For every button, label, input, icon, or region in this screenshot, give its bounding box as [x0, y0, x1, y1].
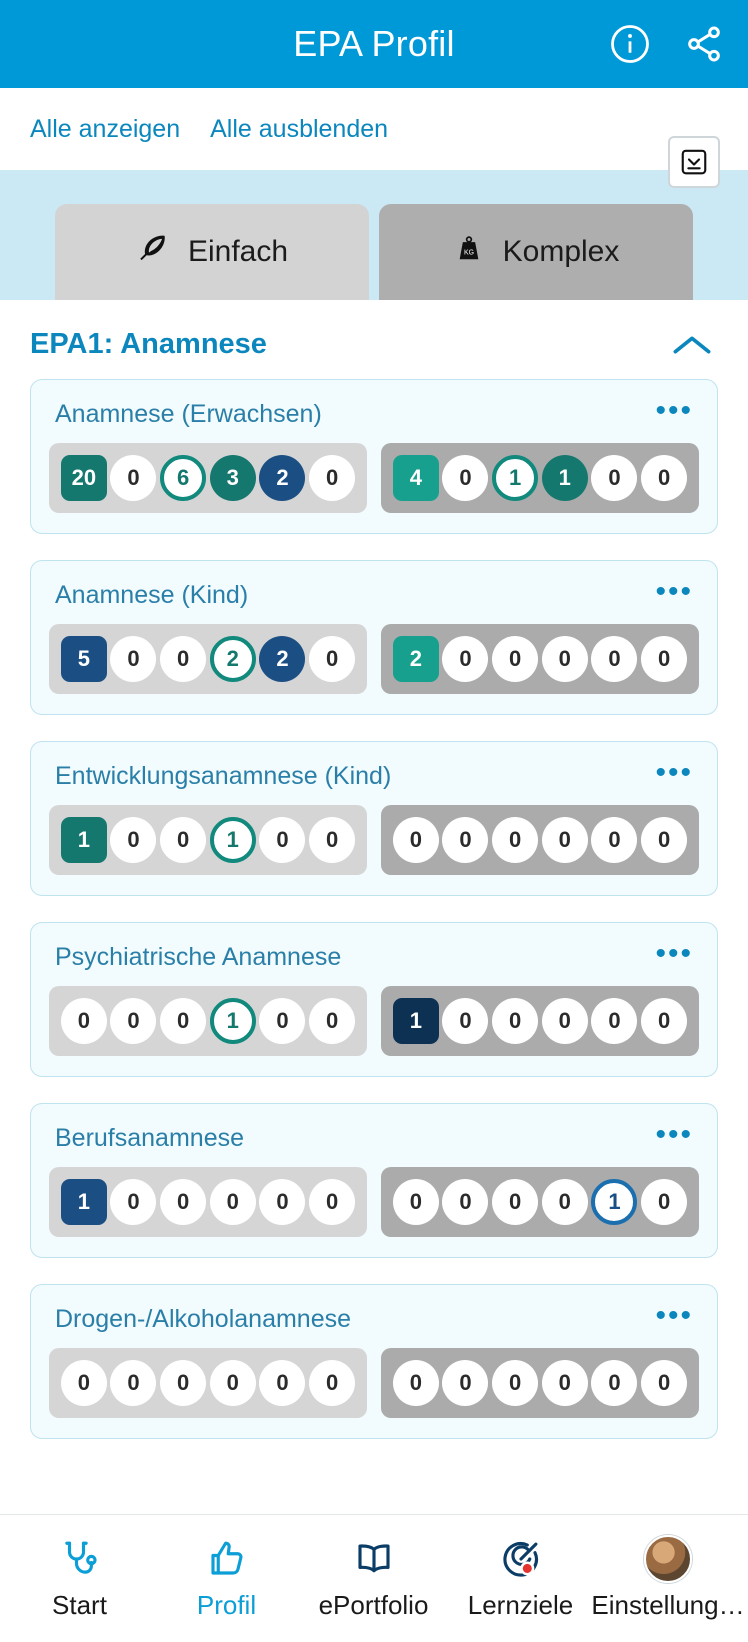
counter-pill[interactable]: 0 — [110, 455, 156, 501]
epa-card-header — [49, 1301, 699, 1348]
counter-pill[interactable]: 0 — [309, 998, 355, 1044]
counter-pill[interactable]: 0 — [259, 817, 305, 863]
counter-group-left — [49, 1348, 367, 1418]
counter-pill[interactable]: 0 — [442, 1179, 488, 1225]
segmented-control — [55, 170, 693, 300]
counter-pill[interactable]: 0 — [160, 636, 206, 682]
counter-pill[interactable]: 0 — [160, 817, 206, 863]
target-icon — [500, 1536, 542, 1582]
epa-card[interactable] — [30, 922, 718, 1077]
show-all-link[interactable]: Alle anzeigen — [30, 114, 181, 143]
epa-card[interactable] — [30, 1103, 718, 1258]
epa-card-counters — [49, 986, 699, 1056]
counter-pill[interactable]: 0 — [309, 1360, 355, 1406]
list-toolbar — [0, 88, 748, 170]
epa-card[interactable] — [30, 1284, 718, 1439]
counter-pill[interactable]: 0 — [542, 1179, 588, 1225]
counter-pill[interactable]: 1 — [210, 817, 256, 863]
counter-pill[interactable]: 1 — [492, 455, 538, 501]
counter-pill[interactable]: 0 — [542, 636, 588, 682]
epa-card[interactable] — [30, 741, 718, 896]
epa-card-menu-icon[interactable]: ••• — [655, 1118, 693, 1151]
epa-card[interactable] — [30, 560, 718, 715]
counter-group-left — [49, 986, 367, 1056]
tab-komplex-label: Komplex — [502, 235, 620, 268]
epa-card-header — [49, 939, 699, 986]
counter-pill[interactable]: 0 — [110, 1360, 156, 1406]
nav-item-lernziele[interactable] — [447, 1536, 594, 1621]
epa-card-title: Anamnese (Kind) — [55, 581, 249, 609]
counter-pill[interactable]: 2 — [259, 455, 305, 501]
share-icon[interactable] — [682, 22, 726, 66]
nav-item-einstellungen[interactable] — [591, 1536, 745, 1621]
counter-pill[interactable]: 0 — [442, 1360, 488, 1406]
epa-card-header — [49, 1120, 699, 1167]
counter-pill[interactable]: 0 — [61, 998, 107, 1044]
counter-group-right — [381, 805, 699, 875]
counter-pill[interactable]: 0 — [442, 817, 488, 863]
hide-all-link[interactable]: Alle ausblenden — [210, 114, 389, 143]
counter-pill[interactable]: 0 — [492, 817, 538, 863]
counter-pill[interactable]: 1 — [542, 455, 588, 501]
counter-pill[interactable]: 1 — [61, 1179, 107, 1225]
counter-pill[interactable]: 4 — [393, 455, 439, 501]
nav-label-einstellungen: Einstellung… — [591, 1590, 745, 1620]
epa-card-counters — [49, 1167, 699, 1237]
weight-kg-icon — [453, 232, 485, 272]
chevron-up-icon[interactable] — [672, 332, 712, 358]
counter-pill[interactable]: 1 — [210, 998, 256, 1044]
collapse-box-icon[interactable] — [668, 136, 720, 188]
counter-group-left — [49, 443, 367, 513]
epa-card-list — [0, 379, 748, 1439]
header-actions — [608, 0, 726, 88]
counter-pill[interactable]: 0 — [591, 455, 637, 501]
book-icon — [352, 1536, 396, 1582]
counter-pill[interactable]: 0 — [591, 998, 637, 1044]
counter-pill[interactable]: 0 — [542, 1360, 588, 1406]
epa-card-menu-icon[interactable]: ••• — [655, 394, 693, 427]
nav-item-eportfolio[interactable] — [300, 1536, 447, 1621]
counter-pill[interactable]: 0 — [110, 817, 156, 863]
section-header-epa1[interactable] — [0, 300, 748, 379]
counter-pill[interactable]: 0 — [309, 817, 355, 863]
epa-card-title: Entwicklungsanamnese (Kind) — [55, 762, 392, 790]
segment-zone — [0, 170, 748, 300]
counter-pill[interactable]: 0 — [309, 636, 355, 682]
epa-card-title: Berufsanamnese — [55, 1124, 245, 1152]
counter-pill[interactable]: 1 — [591, 1179, 637, 1225]
counter-pill[interactable]: 2 — [393, 636, 439, 682]
counter-group-left — [49, 805, 367, 875]
counter-pill[interactable]: 0 — [61, 1360, 107, 1406]
counter-pill[interactable]: 0 — [210, 1179, 256, 1225]
epa-card-counters — [49, 443, 699, 513]
counter-pill[interactable]: 0 — [259, 998, 305, 1044]
epa-card-header — [49, 396, 699, 443]
counter-pill[interactable]: 0 — [641, 636, 687, 682]
counter-pill[interactable]: 1 — [61, 817, 107, 863]
stethoscope-icon — [59, 1536, 101, 1582]
tab-einfach[interactable] — [55, 204, 369, 300]
counter-pill[interactable]: 5 — [61, 636, 107, 682]
counter-pill[interactable]: 0 — [442, 636, 488, 682]
tab-einfach-label: Einfach — [187, 235, 289, 268]
counter-pill[interactable]: 0 — [110, 1179, 156, 1225]
counter-pill[interactable]: 0 — [641, 998, 687, 1044]
counter-group-right — [381, 1348, 699, 1418]
counter-pill[interactable]: 2 — [259, 636, 305, 682]
epa-card-title: Anamnese (Erwachsen) — [55, 400, 322, 428]
counter-pill[interactable]: 0 — [591, 1360, 637, 1406]
counter-pill[interactable]: 0 — [542, 817, 588, 863]
counter-group-left — [49, 1167, 367, 1237]
tab-komplex[interactable] — [379, 204, 693, 300]
counter-pill[interactable]: 0 — [210, 1360, 256, 1406]
counter-pill[interactable]: 0 — [641, 1179, 687, 1225]
counter-pill[interactable]: 0 — [542, 998, 588, 1044]
info-circle-icon[interactable] — [608, 22, 652, 66]
counter-pill[interactable]: 0 — [259, 1360, 305, 1406]
page-title: EPA Profil — [293, 23, 455, 64]
epa-card-menu-icon[interactable]: ••• — [655, 575, 693, 608]
counter-pill[interactable]: 0 — [492, 1179, 538, 1225]
counter-pill[interactable]: 0 — [309, 455, 355, 501]
bottom-navigation — [0, 1514, 748, 1642]
counter-pill[interactable]: 3 — [210, 455, 256, 501]
counter-pill[interactable]: 0 — [110, 998, 156, 1044]
epa-card-menu-icon[interactable]: ••• — [655, 756, 693, 789]
counter-pill[interactable]: 20 — [61, 455, 107, 501]
counter-pill[interactable]: 0 — [160, 1179, 206, 1225]
counter-pill[interactable]: 0 — [442, 998, 488, 1044]
nav-label-start: Start — [52, 1590, 107, 1620]
epa-card-counters — [49, 624, 699, 694]
epa-list[interactable] — [0, 300, 748, 1642]
epa-card[interactable] — [30, 379, 718, 534]
counter-group-right — [381, 986, 699, 1056]
counter-pill[interactable]: 0 — [259, 1179, 305, 1225]
thumbs-up-icon — [206, 1536, 248, 1582]
svg-text:KG: KG — [463, 249, 474, 257]
counter-pill[interactable]: 0 — [591, 636, 637, 682]
counter-pill[interactable]: 1 — [393, 998, 439, 1044]
section-title: EPA1: Anamnese — [30, 328, 267, 360]
epa-card-title: Psychiatrische Anamnese — [55, 943, 342, 971]
epa-card-title: Drogen-/Alkoholanamnese — [55, 1305, 352, 1333]
counter-pill[interactable]: 0 — [641, 817, 687, 863]
avatar — [644, 1535, 692, 1583]
counter-pill[interactable]: 0 — [492, 998, 538, 1044]
epa-card-menu-icon[interactable]: ••• — [655, 937, 693, 970]
counter-pill[interactable]: 6 — [160, 455, 206, 501]
counter-pill[interactable]: 0 — [393, 1179, 439, 1225]
counter-pill[interactable]: 0 — [393, 1360, 439, 1406]
counter-group-right — [381, 443, 699, 513]
nav-item-start[interactable] — [6, 1536, 153, 1621]
avatar-icon — [644, 1536, 692, 1582]
counter-group-left — [49, 624, 367, 694]
app-header — [0, 0, 748, 88]
epa-card-counters — [49, 1348, 699, 1418]
counter-pill[interactable]: 0 — [492, 1360, 538, 1406]
counter-pill[interactable]: 0 — [442, 455, 488, 501]
nav-label-eportfolio: ePortfolio — [318, 1590, 429, 1620]
nav-item-profil[interactable] — [153, 1536, 300, 1621]
counter-pill[interactable]: 0 — [309, 1179, 355, 1225]
epa-card-header — [49, 577, 699, 624]
feather-icon — [136, 231, 170, 273]
counter-pill[interactable]: 0 — [160, 1360, 206, 1406]
epa-card-counters — [49, 805, 699, 875]
counter-pill[interactable]: 0 — [641, 455, 687, 501]
counter-pill[interactable]: 0 — [160, 998, 206, 1044]
counter-group-right — [381, 1167, 699, 1237]
counter-pill[interactable]: 0 — [641, 1360, 687, 1406]
counter-pill[interactable]: 0 — [591, 817, 637, 863]
epa-card-header — [49, 758, 699, 805]
counter-pill[interactable]: 2 — [210, 636, 256, 682]
nav-label-lernziele: Lernziele — [467, 1590, 574, 1620]
counter-group-right — [381, 624, 699, 694]
counter-pill[interactable]: 0 — [492, 636, 538, 682]
counter-pill[interactable]: 0 — [393, 817, 439, 863]
nav-label-profil: Profil — [196, 1590, 257, 1620]
epa-card-menu-icon[interactable]: ••• — [655, 1299, 693, 1332]
counter-pill[interactable]: 0 — [110, 636, 156, 682]
